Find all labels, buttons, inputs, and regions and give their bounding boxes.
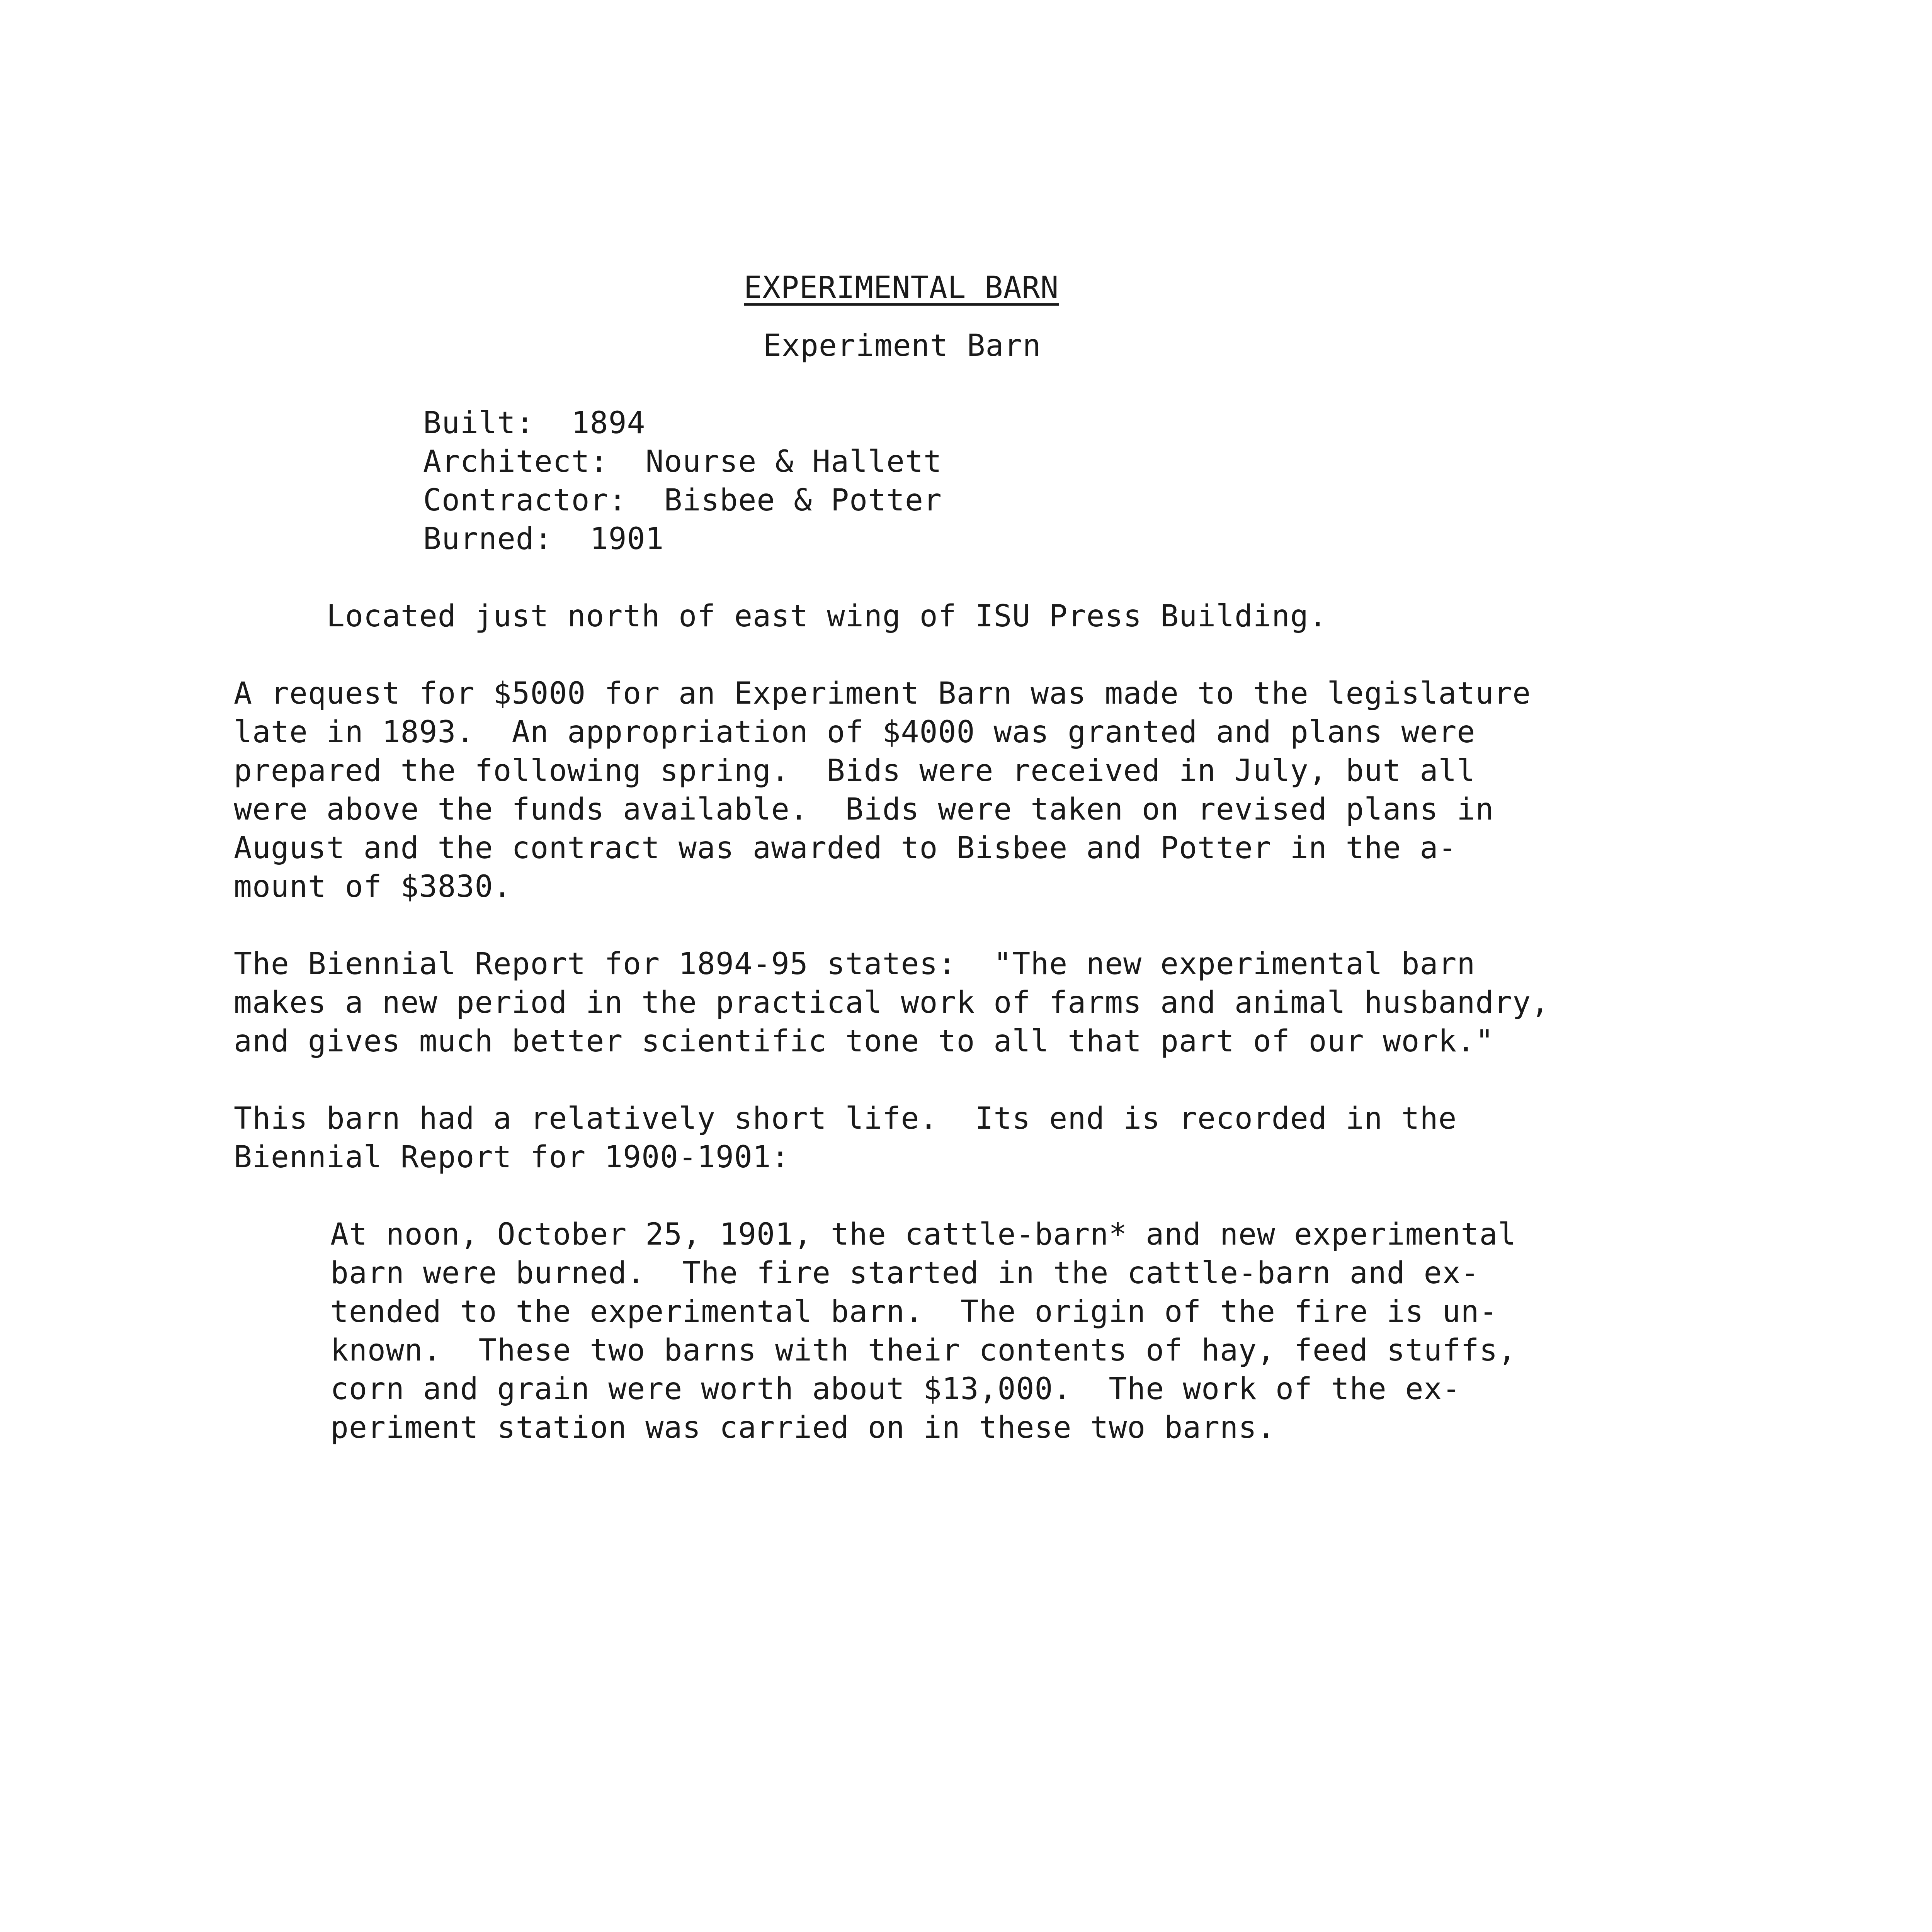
quote-line: barn were burned. The fire started in the cattle-barn and ex- [330,1256,1480,1291]
quote-line: known. These two barns with their contents of hay, feed stuffs, [330,1333,1517,1368]
quote-line: tended to the experimental barn. The origin of the fire is un- [330,1294,1498,1329]
paragraph-line: Biennial Report for 1900-1901: [234,1140,790,1175]
paragraph-line: prepared the following spring. Bids were received in July, but all [234,753,1476,788]
location-line: Located just north of east wing of ISU Press Building. [327,599,1327,634]
paragraph-line: late in 1893. An appropriation of $4000 was granted and plans were [234,715,1476,750]
quote-line: corn and grain were worth about $13,000. The work of the ex- [330,1372,1461,1406]
paragraph-line: were above the funds available. Bids were taken on revised plans in [234,792,1494,827]
quote-line: At noon, October 25, 1901, the cattle-barn* and new experimental [330,1217,1517,1252]
page-title: EXPERIMENTAL BARN [744,270,1059,305]
paragraph-line: August and the contract was awarded to Bisbee and Potter in the a- [234,831,1457,866]
paragraph-line: A request for $5000 for an Experiment Barn was made to the legislature [234,676,1531,711]
paragraph-line: This barn had a relatively short life. Its end is recorded in the [234,1101,1457,1136]
paragraph-line: and gives much better scientific tone to all that part of our work." [234,1024,1494,1059]
fact-contractor: Contractor: Bisbee & Potter [423,483,942,518]
paragraph-line: mount of $3830. [234,869,512,904]
paragraph-line: makes a new period in the practical work of farms and animal husbandry, [234,985,1550,1020]
fact-burned: Burned: 1901 [423,522,664,556]
paragraph-line: The Biennial Report for 1894-95 states: "The new experimental barn [234,947,1476,981]
fact-architect: Architect: Nourse & Hallett [423,444,942,479]
page-subtitle: Experiment Barn [763,328,1041,363]
fact-built: Built: 1894 [423,406,646,440]
quote-line: periment station was carried on in these two barns. [330,1410,1276,1445]
